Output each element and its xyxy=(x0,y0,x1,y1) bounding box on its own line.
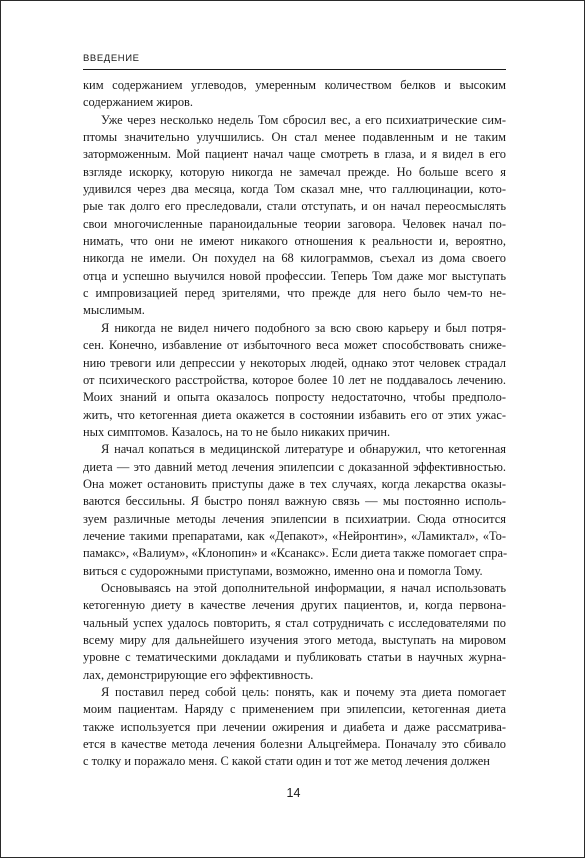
text-line: птомы значительно улучшились. Он стал менее подавленным и не таким xyxy=(83,130,506,145)
text-line: лах, демонстрирующие его эффективность. xyxy=(83,667,314,682)
text-line: сен. Конечно, избавление от избыточного веса может способствовать сниже- xyxy=(83,338,506,353)
header-rule xyxy=(83,69,506,70)
text-line: отца и успешно выучился новой профессии. Теперь Том даже мог выступать xyxy=(83,268,506,283)
text-line: свои многочисленные параноидальные теории заговора. Человек начал по- xyxy=(83,216,506,231)
body-text xyxy=(83,77,506,771)
text-line: Я никогда не видел ничего подобного за всю свою карьеру и был потря- xyxy=(101,320,506,335)
text-line: содержанием жиров. xyxy=(83,95,194,110)
paragraph xyxy=(83,441,506,580)
paragraph xyxy=(83,77,506,112)
text-line: заторможенным. Мой пациент начал чаще смотреть в глаза, и я видел в его xyxy=(83,147,506,162)
text-line: Уже через несколько недель Том сбросил вес, а его психиатрические сим- xyxy=(101,112,506,127)
text-line: уровне с тематическими докладами и публиковать статьи в научных журна- xyxy=(83,650,506,665)
running-head: ВВЕДЕНИЕ xyxy=(83,53,140,64)
text-line: виться с судорожными приступами, возможно, именно она и помогла Тому. xyxy=(83,563,483,578)
text-line: моим пациентам. Наряду с применением при эпилепсии, кетогенная диета xyxy=(83,702,506,717)
text-line: Моих знаний и опыта оказалось попросту недостаточно, чтобы предполо- xyxy=(83,390,506,405)
text-line: также используется при лечении ожирения и диабета и даже рассматрива- xyxy=(83,719,506,734)
text-line: рые так долго его преследовали, стали отступать, и он начал переосмыслять xyxy=(83,199,506,214)
text-line: всему миру для дальнейшего изучения этого метода, выступать на мировом xyxy=(83,633,506,647)
text-line: нимать, что они не имеют никакого отношения к реальности и, вероятно, xyxy=(83,234,506,249)
text-line: чальный успех удалось повторить, я стал сотрудничать с исследователями по xyxy=(83,615,506,630)
text-line: удивился через два месяца, когда Том сказал мне, что галлюцинации, кото- xyxy=(83,182,506,197)
text-line: Я начал копаться в медицинской литературе и обнаружил, что кетогенная xyxy=(101,442,506,457)
text-line: диета — это давний метод лечения эпилепсии с доказанной эффективностью. xyxy=(83,459,506,474)
text-line: ким содержанием углеводов, умеренным количеством белков и высоким xyxy=(83,78,506,92)
text-line: лечение такими препаратами, как «Депакот», «Нейронтин», «Ламиктал», «То- xyxy=(83,528,506,543)
text-line: ных симптомов. Казалось, на то не было никаких причин. xyxy=(83,424,391,439)
text-line: взгляде искорку, которую никогда не замечал прежде. Но больше всего я xyxy=(83,164,506,179)
text-line: с толку и поражало меня. С какой стати один и тот же метод лечения должен xyxy=(83,754,490,769)
paragraph xyxy=(83,320,506,441)
paragraph xyxy=(83,580,506,684)
text-line: жить, что кетогенная диета окажется в состоянии избавить его от этих ужас- xyxy=(83,407,506,422)
text-line: кетогенную диету в качестве лечения других пациентов, и, когда первона- xyxy=(83,598,506,613)
text-line: никогда не имели. Он похудел на 68 килограммов, съехал из дома своего xyxy=(83,251,506,266)
text-line: ваются бессильны. Я быстро понял важную связь — мы постоянно исполь- xyxy=(83,494,506,509)
text-line: Она может остановить приступы даже в тех случаях, когда лекарства оказы- xyxy=(83,476,506,491)
text-line: памакс», «Валиум», «Клонопин» и «Ксанакс». Если диета также помогает спра- xyxy=(83,546,508,561)
paragraph xyxy=(83,684,506,771)
text-line: Основываясь на этой дополнительной информации, я начал использовать xyxy=(101,580,506,595)
text-line: с импровизацией перед зрителями, что прежде для него было чем-то не- xyxy=(83,286,506,301)
text-line: нию тревоги или депрессии у некоторых людей, однако этот человек страдал xyxy=(83,355,506,370)
text-line: ется в качестве метода лечения болезни Альцгеймера. Поначалу это сбивало xyxy=(83,737,506,752)
page-number: 14 xyxy=(286,786,301,800)
text-line: Я поставил перед собой цель: понять, как и почему эта диета помогает xyxy=(101,685,506,700)
paragraph xyxy=(83,112,506,320)
text-line: от психического расстройства, которое более 10 лет не поддавалось лечению. xyxy=(83,372,506,387)
text-line: мыслимым. xyxy=(83,303,145,318)
text-line: зуем различные методы лечения эпилепсии в психиатрии. Сюда относится xyxy=(83,511,506,526)
